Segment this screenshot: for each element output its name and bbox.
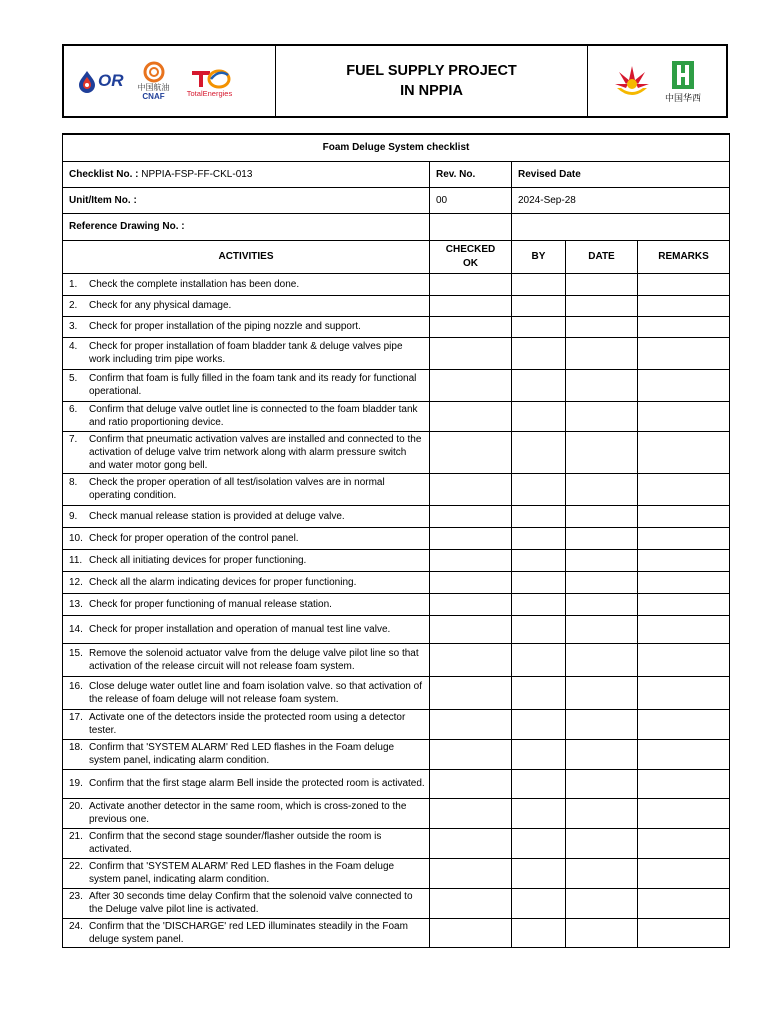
date-cell[interactable] xyxy=(566,769,638,798)
activity-number: 11. xyxy=(69,554,83,566)
reference-drawing-label: Reference Drawing No. : xyxy=(63,213,430,240)
table-row xyxy=(63,798,730,828)
checked-ok-cell[interactable] xyxy=(430,615,512,643)
checked-ok-cell[interactable] xyxy=(430,273,512,295)
project-title xyxy=(276,46,588,116)
checked-ok-cell[interactable] xyxy=(430,316,512,337)
remarks-cell[interactable] xyxy=(638,273,730,295)
remarks-cell[interactable] xyxy=(638,798,730,828)
date-header: DATE xyxy=(566,240,638,273)
by-cell[interactable] xyxy=(512,369,566,401)
activity-number: 13. xyxy=(69,598,83,610)
petrochina-logo xyxy=(613,62,651,100)
activity-text: Check for proper operation of the control panel. xyxy=(89,532,299,544)
activity-cell xyxy=(63,571,430,593)
activity-cell xyxy=(63,295,430,316)
totalenergies-text: TotalEnergies xyxy=(186,88,233,98)
date-cell[interactable] xyxy=(566,798,638,828)
activity-cell xyxy=(63,473,430,505)
table-row xyxy=(63,473,730,505)
activity-number: 24. xyxy=(69,920,83,932)
remarks-cell[interactable] xyxy=(638,527,730,549)
activity-text: Confirm that the first stage alarm Bell inside the protected room is activated. xyxy=(89,778,425,789)
date-cell[interactable] xyxy=(566,549,638,571)
table-row xyxy=(63,888,730,918)
activity-cell xyxy=(63,431,430,473)
activity-cell xyxy=(63,676,430,709)
activity-cell xyxy=(63,316,430,337)
table-row xyxy=(63,505,730,527)
date-cell[interactable] xyxy=(566,295,638,316)
document-header xyxy=(62,44,728,118)
activity-cell xyxy=(63,828,430,858)
checklist-number-label: Checklist No. : xyxy=(69,168,139,180)
activity-cell xyxy=(63,769,430,798)
activity-text: Check the complete installation has been done. xyxy=(89,278,300,290)
activity-number: 2. xyxy=(69,300,78,311)
remarks-cell[interactable] xyxy=(638,369,730,401)
activity-text: After 30 seconds time delay Confirm that the solenoid valve connected to the Deluge valve pilot line is activated. xyxy=(89,891,413,915)
activity-text: Check the proper operation of all test/isolation valves are in normal operating condition. xyxy=(89,477,385,501)
activity-number: 5. xyxy=(69,373,78,384)
checklist-number-cell xyxy=(63,161,430,187)
or-logo-text: OR xyxy=(98,71,124,90)
remarks-cell[interactable] xyxy=(638,295,730,316)
checked-ok-cell[interactable] xyxy=(430,739,512,769)
date-cell[interactable] xyxy=(566,401,638,431)
huaxi-h-icon xyxy=(670,59,696,91)
activity-number: 20. xyxy=(69,801,83,812)
activity-cell xyxy=(63,615,430,643)
checked-ok-cell[interactable] xyxy=(430,431,512,473)
activity-number: 7. xyxy=(69,433,78,445)
activity-number: 6. xyxy=(69,404,78,415)
by-cell[interactable] xyxy=(512,527,566,549)
table-row xyxy=(63,769,730,798)
activity-cell xyxy=(63,369,430,401)
by-cell[interactable] xyxy=(512,316,566,337)
checked-ok-cell[interactable] xyxy=(430,571,512,593)
column-header-row xyxy=(63,240,730,273)
date-cell[interactable] xyxy=(566,739,638,769)
reference-drawing-row xyxy=(63,213,730,240)
checked-ok-cell[interactable] xyxy=(430,643,512,676)
by-cell[interactable] xyxy=(512,593,566,615)
by-cell[interactable] xyxy=(512,798,566,828)
by-cell[interactable] xyxy=(512,571,566,593)
activity-text: Remove the solenoid actuator valve from the deluge valve pilot line so that activation of the release circuit will not release foam system. xyxy=(89,647,419,672)
by-cell[interactable] xyxy=(512,769,566,798)
date-cell[interactable] xyxy=(566,888,638,918)
activity-cell xyxy=(63,401,430,431)
activity-text: Check for proper installation of foam bladder tank & deluge valves pipe work including trim pipe works. xyxy=(89,341,403,365)
date-cell[interactable] xyxy=(566,615,638,643)
cnaf-english-text: CNAF xyxy=(142,92,165,101)
table-row xyxy=(63,828,730,858)
by-cell[interactable] xyxy=(512,709,566,739)
activity-number: 3. xyxy=(69,321,78,332)
activity-cell xyxy=(63,739,430,769)
activity-text: Confirm that the second stage sounder/flasher outside the room is activated. xyxy=(89,831,382,855)
by-cell[interactable] xyxy=(512,739,566,769)
activity-text: Check for proper functioning of manual release station. xyxy=(89,598,332,610)
date-cell[interactable] xyxy=(566,473,638,505)
activity-cell xyxy=(63,798,430,828)
by-header: BY xyxy=(512,240,566,273)
totalenergies-logo xyxy=(184,65,236,98)
by-cell[interactable] xyxy=(512,295,566,316)
table-row xyxy=(63,401,730,431)
by-cell[interactable] xyxy=(512,888,566,918)
remarks-cell[interactable] xyxy=(638,401,730,431)
activity-cell xyxy=(63,918,430,947)
totalenergies-swirl-icon xyxy=(188,65,232,89)
activity-text: Confirm that 'SYSTEM ALARM' Red LED flashes in the Foam deluge system panel, indicating alarm condition. xyxy=(89,861,395,885)
by-cell[interactable] xyxy=(512,676,566,709)
revised-date-value: 2024-Sep-28 xyxy=(512,187,730,213)
activity-text: Activate another detector in the same room, which is cross-zoned to the previous one. xyxy=(89,801,407,825)
checklist-number-value: NPPIA-FSP-FF-CKL-013 xyxy=(141,168,253,180)
activity-text: Check all initiating devices for proper functioning. xyxy=(89,554,307,566)
cnaf-swirl-icon xyxy=(141,61,167,83)
date-cell[interactable] xyxy=(566,369,638,401)
by-cell[interactable] xyxy=(512,918,566,947)
date-cell[interactable] xyxy=(566,431,638,473)
activity-number: 18. xyxy=(69,742,83,753)
activity-text: Confirm that deluge valve outlet line is connected to the foam bladder tank and ratio proportioning device. xyxy=(89,404,418,428)
activity-number: 23. xyxy=(69,891,83,902)
activity-number: 19. xyxy=(69,778,83,789)
activity-cell xyxy=(63,643,430,676)
remarks-cell[interactable] xyxy=(638,828,730,858)
unit-row xyxy=(63,187,730,213)
date-cell[interactable] xyxy=(566,273,638,295)
table-row xyxy=(63,593,730,615)
table-row xyxy=(63,549,730,571)
table-row xyxy=(63,643,730,676)
activity-number: 14. xyxy=(69,623,83,635)
activity-cell xyxy=(63,505,430,527)
remarks-cell[interactable] xyxy=(638,549,730,571)
date-cell[interactable] xyxy=(566,527,638,549)
header-logos-left xyxy=(64,46,276,116)
form-title-row xyxy=(63,134,730,161)
checked-ok-cell[interactable] xyxy=(430,527,512,549)
rev-no-label: Rev. No. xyxy=(430,161,512,187)
activity-text: Check for proper installation and operation of manual test line valve. xyxy=(89,623,391,635)
remarks-cell[interactable] xyxy=(638,858,730,888)
table-row xyxy=(63,615,730,643)
checked-ok-cell[interactable] xyxy=(430,858,512,888)
activity-text: Confirm that foam is fully filled in the foam tank and its ready for functional operational. xyxy=(89,373,417,397)
checked-ok-cell[interactable] xyxy=(430,676,512,709)
activity-cell xyxy=(63,593,430,615)
by-cell[interactable] xyxy=(512,337,566,369)
rev-no-value: 00 xyxy=(430,187,512,213)
form-title: Foam Deluge System checklist xyxy=(63,134,730,161)
checked-ok-cell[interactable] xyxy=(430,505,512,527)
remarks-cell[interactable] xyxy=(638,316,730,337)
remarks-cell[interactable] xyxy=(638,473,730,505)
activity-text: Close deluge water outlet line and foam isolation valve. so that activation of the release of foam deluge will not release foam system. xyxy=(89,680,422,705)
remarks-cell[interactable] xyxy=(638,505,730,527)
remarks-cell[interactable] xyxy=(638,643,730,676)
checked-ok-header-line2: OK xyxy=(463,257,478,269)
activities-header: ACTIVITIES xyxy=(63,240,430,273)
checked-ok-cell[interactable] xyxy=(430,709,512,739)
remarks-cell[interactable] xyxy=(638,431,730,473)
remarks-header: REMARKS xyxy=(638,240,730,273)
activity-number: 10. xyxy=(69,532,83,544)
remarks-cell[interactable] xyxy=(638,918,730,947)
reference-drawing-value xyxy=(430,213,512,240)
by-cell[interactable] xyxy=(512,505,566,527)
date-cell[interactable] xyxy=(566,643,638,676)
table-row xyxy=(63,431,730,473)
or-logo xyxy=(76,69,124,93)
remarks-cell[interactable] xyxy=(638,337,730,369)
activity-number: 8. xyxy=(69,477,78,488)
by-cell[interactable] xyxy=(512,473,566,505)
huaxi-logo xyxy=(665,59,701,103)
activity-cell xyxy=(63,337,430,369)
by-cell[interactable] xyxy=(512,549,566,571)
by-cell[interactable] xyxy=(512,273,566,295)
checked-ok-cell[interactable] xyxy=(430,401,512,431)
by-cell[interactable] xyxy=(512,615,566,643)
activity-cell xyxy=(63,709,430,739)
activity-number: 1. xyxy=(69,278,78,290)
by-cell[interactable] xyxy=(512,401,566,431)
reference-drawing-blank xyxy=(512,213,730,240)
activity-text: Confirm that the 'DISCHARGE' red LED illuminates steadily in the Foam deluge system panel. xyxy=(89,920,408,945)
activity-text: Activate one of the detectors inside the protected room using a detector tester. xyxy=(89,712,406,736)
activity-cell xyxy=(63,888,430,918)
checked-ok-cell[interactable] xyxy=(430,337,512,369)
activity-text: Check for any physical damage. xyxy=(89,300,232,311)
activity-text: Confirm that 'SYSTEM ALARM' Red LED flashes in the Foam deluge system panel, indicating alarm condition. xyxy=(89,742,395,766)
table-row xyxy=(63,739,730,769)
or-drop-icon xyxy=(76,69,98,93)
activity-text: Check manual release station is provided at deluge valve. xyxy=(89,510,345,522)
remarks-cell[interactable] xyxy=(638,676,730,709)
checklist-number-row xyxy=(63,161,730,187)
table-row xyxy=(63,316,730,337)
activity-cell xyxy=(63,858,430,888)
remarks-cell[interactable] xyxy=(638,709,730,739)
activity-text: Confirm that pneumatic activation valves are installed and connected to the activation of deluge valve trim network along with alarm pressure switch and water motor gong bell. xyxy=(89,433,422,471)
date-cell[interactable] xyxy=(566,858,638,888)
checked-ok-header xyxy=(430,240,512,273)
activity-number: 12. xyxy=(69,576,83,588)
checked-ok-cell[interactable] xyxy=(430,918,512,947)
by-cell[interactable] xyxy=(512,643,566,676)
checklist-table xyxy=(62,133,730,948)
header-logos-right xyxy=(588,46,726,116)
table-row xyxy=(63,527,730,549)
table-row xyxy=(63,709,730,739)
remarks-cell[interactable] xyxy=(638,769,730,798)
checked-ok-cell[interactable] xyxy=(430,888,512,918)
table-row xyxy=(63,858,730,888)
by-cell[interactable] xyxy=(512,828,566,858)
date-cell[interactable] xyxy=(566,709,638,739)
activity-number: 4. xyxy=(69,341,78,352)
revised-date-label: Revised Date xyxy=(512,161,730,187)
activity-cell xyxy=(63,549,430,571)
date-cell[interactable] xyxy=(566,337,638,369)
activity-number: 15. xyxy=(69,647,83,659)
activity-number: 9. xyxy=(69,510,78,522)
remarks-cell[interactable] xyxy=(638,888,730,918)
remarks-cell[interactable] xyxy=(638,739,730,769)
unit-item-label: Unit/Item No. : xyxy=(63,187,430,213)
by-cell[interactable] xyxy=(512,431,566,473)
checked-ok-cell[interactable] xyxy=(430,798,512,828)
checked-ok-cell[interactable] xyxy=(430,295,512,316)
checked-ok-cell[interactable] xyxy=(430,828,512,858)
remarks-cell[interactable] xyxy=(638,615,730,643)
activity-number: 16. xyxy=(69,680,83,692)
date-cell[interactable] xyxy=(566,505,638,527)
activity-number: 21. xyxy=(69,831,83,842)
table-row xyxy=(63,676,730,709)
checked-ok-cell[interactable] xyxy=(430,549,512,571)
date-cell[interactable] xyxy=(566,316,638,337)
activity-text: Check for proper installation of the piping nozzle and support. xyxy=(89,321,361,332)
checked-ok-cell[interactable] xyxy=(430,473,512,505)
checked-ok-cell[interactable] xyxy=(430,369,512,401)
remarks-cell[interactable] xyxy=(638,593,730,615)
table-row xyxy=(63,273,730,295)
checked-ok-cell[interactable] xyxy=(430,769,512,798)
project-title-line2: IN NPPIA xyxy=(400,83,463,99)
activity-number: 17. xyxy=(69,712,83,723)
table-row xyxy=(63,369,730,401)
activity-cell xyxy=(63,273,430,295)
activity-number: 22. xyxy=(69,861,83,872)
activity-cell xyxy=(63,527,430,549)
by-cell[interactable] xyxy=(512,858,566,888)
date-cell[interactable] xyxy=(566,593,638,615)
activity-text: Check all the alarm indicating devices for proper functioning. xyxy=(89,576,357,588)
table-row xyxy=(63,295,730,316)
date-cell[interactable] xyxy=(566,918,638,947)
checked-ok-header-line1: CHECKED xyxy=(445,243,496,255)
project-title-line1: FUEL SUPPLY PROJECT xyxy=(346,63,517,79)
cnaf-logo xyxy=(130,61,178,101)
table-row xyxy=(63,918,730,947)
cnaf-chinese-text: 中国航油 xyxy=(137,83,170,92)
remarks-cell[interactable] xyxy=(638,571,730,593)
petrochina-sun-icon xyxy=(613,62,651,100)
checked-ok-cell[interactable] xyxy=(430,593,512,615)
table-row xyxy=(63,571,730,593)
huaxi-chinese-text: 中国华西 xyxy=(664,93,701,103)
date-cell[interactable] xyxy=(566,571,638,593)
table-row xyxy=(63,337,730,369)
date-cell[interactable] xyxy=(566,828,638,858)
date-cell[interactable] xyxy=(566,676,638,709)
